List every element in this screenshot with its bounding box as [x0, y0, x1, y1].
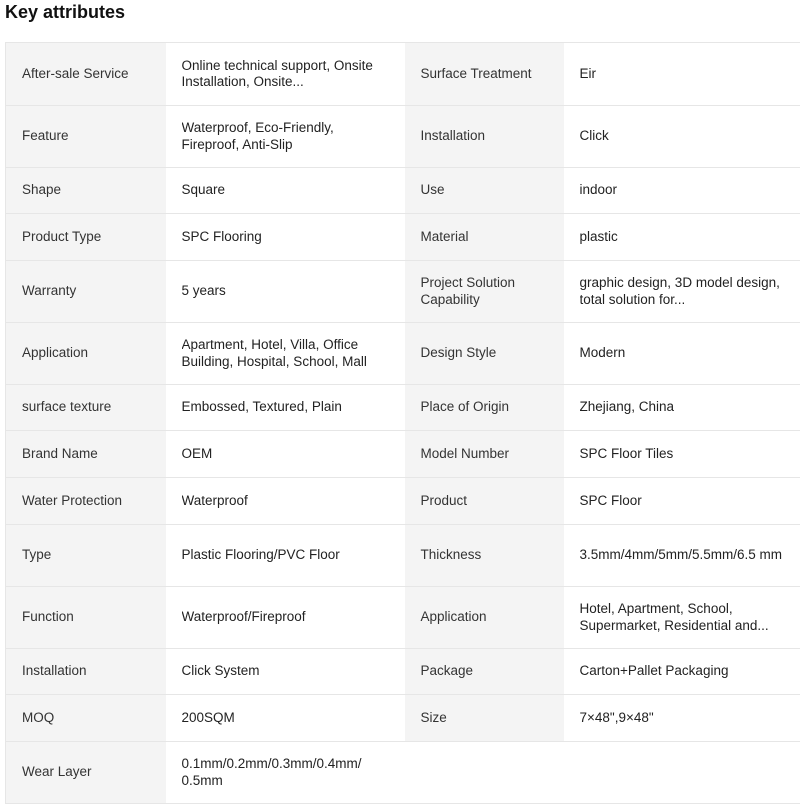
attribute-value: [564, 385, 800, 431]
attribute-row: [6, 43, 800, 106]
attribute-value-text: Online technical support, Onsite Installation, Onsite...: [182, 58, 389, 91]
attribute-key: Installation: [6, 649, 166, 695]
attribute-row: [6, 742, 800, 804]
attribute-value-text: Zhejiang, China: [580, 399, 800, 416]
attribute-key: Project Solution Capability: [405, 261, 564, 323]
attribute-value: [166, 742, 405, 804]
attribute-key: Water Protection: [6, 478, 166, 525]
attribute-value: [166, 587, 405, 649]
attribute-key: Warranty: [6, 261, 166, 323]
attribute-value: [564, 43, 800, 106]
attribute-row: [6, 106, 800, 168]
attribute-value-text: Square: [182, 182, 389, 199]
attribute-value: [564, 587, 800, 649]
attribute-row: [6, 214, 800, 261]
attribute-value-text: indoor: [580, 182, 800, 199]
attribute-value-text: graphic design, 3D model design, total solution for...: [580, 275, 800, 308]
attribute-value-text: SPC Flooring: [182, 229, 389, 246]
attribute-value: [166, 431, 405, 478]
attribute-value-text: SPC Floor Tiles: [580, 446, 800, 463]
attribute-value: [166, 478, 405, 525]
attribute-key: Product Type: [6, 214, 166, 261]
attribute-value: [166, 695, 405, 742]
attribute-value: [166, 261, 405, 323]
attributes-body: [6, 43, 800, 804]
attribute-key: Surface Treatment: [405, 43, 564, 106]
attribute-value: [166, 168, 405, 214]
empty-cell: [405, 742, 564, 804]
attribute-row: [6, 587, 800, 649]
attribute-value: [166, 43, 405, 106]
attribute-key: Place of Origin: [405, 385, 564, 431]
attribute-value-text: Embossed, Textured, Plain: [182, 399, 389, 416]
attribute-row: [6, 431, 800, 478]
attribute-row: [6, 168, 800, 214]
attribute-value-text: Hotel, Apartment, School, Supermarket, Residential and...: [580, 601, 800, 634]
attribute-value-text: SPC Floor: [580, 493, 800, 510]
attribute-key: surface texture: [6, 385, 166, 431]
attribute-key: Shape: [6, 168, 166, 214]
attribute-value-text: 7×48",9×48": [580, 710, 800, 727]
attribute-row: [6, 385, 800, 431]
attribute-key: Thickness: [405, 525, 564, 587]
attribute-value: [564, 168, 800, 214]
attribute-key: Product: [405, 478, 564, 525]
attribute-value-text: Modern: [580, 345, 800, 362]
attribute-key: After-sale Service: [6, 43, 166, 106]
attribute-key: MOQ: [6, 695, 166, 742]
attribute-key: Material: [405, 214, 564, 261]
attribute-row: [6, 323, 800, 385]
attribute-key: Package: [405, 649, 564, 695]
attribute-value: [166, 525, 405, 587]
attribute-value-text: Waterproof: [182, 493, 389, 510]
attribute-key: Function: [6, 587, 166, 649]
attribute-value: [564, 649, 800, 695]
attribute-value-text: 5 years: [182, 283, 389, 300]
attribute-value-text: Plastic Flooring/PVC Floor: [182, 547, 389, 564]
attribute-value: [166, 214, 405, 261]
key-attributes-table: [5, 42, 800, 804]
attribute-row: [6, 478, 800, 525]
attribute-value: [564, 106, 800, 168]
attribute-key: Brand Name: [6, 431, 166, 478]
attribute-row: [6, 695, 800, 742]
attribute-value-text: 0.1mm/0.2mm/0.3mm/0.4mm/ 0.5mm: [182, 756, 389, 789]
attribute-value: [564, 525, 800, 587]
attribute-value: [166, 649, 405, 695]
attribute-key: Use: [405, 168, 564, 214]
attribute-value: [564, 695, 800, 742]
attribute-value: [166, 385, 405, 431]
attribute-row: [6, 649, 800, 695]
attribute-value-text: OEM: [182, 446, 389, 463]
attribute-value: [564, 214, 800, 261]
attribute-value: [564, 261, 800, 323]
attribute-key: Design Style: [405, 323, 564, 385]
attribute-row: [6, 525, 800, 587]
attribute-value: [564, 478, 800, 525]
attribute-value-text: Apartment, Hotel, Villa, Office Building, Hospital, School, Mall: [182, 337, 389, 370]
attribute-key: Type: [6, 525, 166, 587]
attribute-key: Feature: [6, 106, 166, 168]
attribute-value-text: plastic: [580, 229, 800, 246]
attribute-value-text: 3.5mm/4mm/5mm/5.5mm/6.5 mm: [580, 547, 800, 564]
attribute-value-text: Carton+Pallet Packaging: [580, 663, 800, 680]
attribute-value: [564, 323, 800, 385]
attribute-key: Installation: [405, 106, 564, 168]
attribute-value: [166, 323, 405, 385]
attribute-key: Application: [405, 587, 564, 649]
attribute-key: Model Number: [405, 431, 564, 478]
attribute-value: [564, 431, 800, 478]
attribute-value-text: Eir: [580, 66, 800, 83]
attribute-value-text: Click: [580, 128, 800, 145]
empty-cell: [564, 742, 800, 804]
attribute-value-text: Waterproof, Eco-Friendly, Fireproof, Anti-Slip: [182, 120, 389, 153]
attribute-value-text: Waterproof/Fireproof: [182, 609, 389, 626]
attribute-key: Size: [405, 695, 564, 742]
section-title: Key attributes: [5, 0, 125, 24]
attribute-key: Wear Layer: [6, 742, 166, 804]
attribute-key: Application: [6, 323, 166, 385]
attribute-value-text: Click System: [182, 663, 389, 680]
attribute-value: [166, 106, 405, 168]
attribute-row: [6, 261, 800, 323]
attribute-value-text: 200SQM: [182, 710, 389, 727]
